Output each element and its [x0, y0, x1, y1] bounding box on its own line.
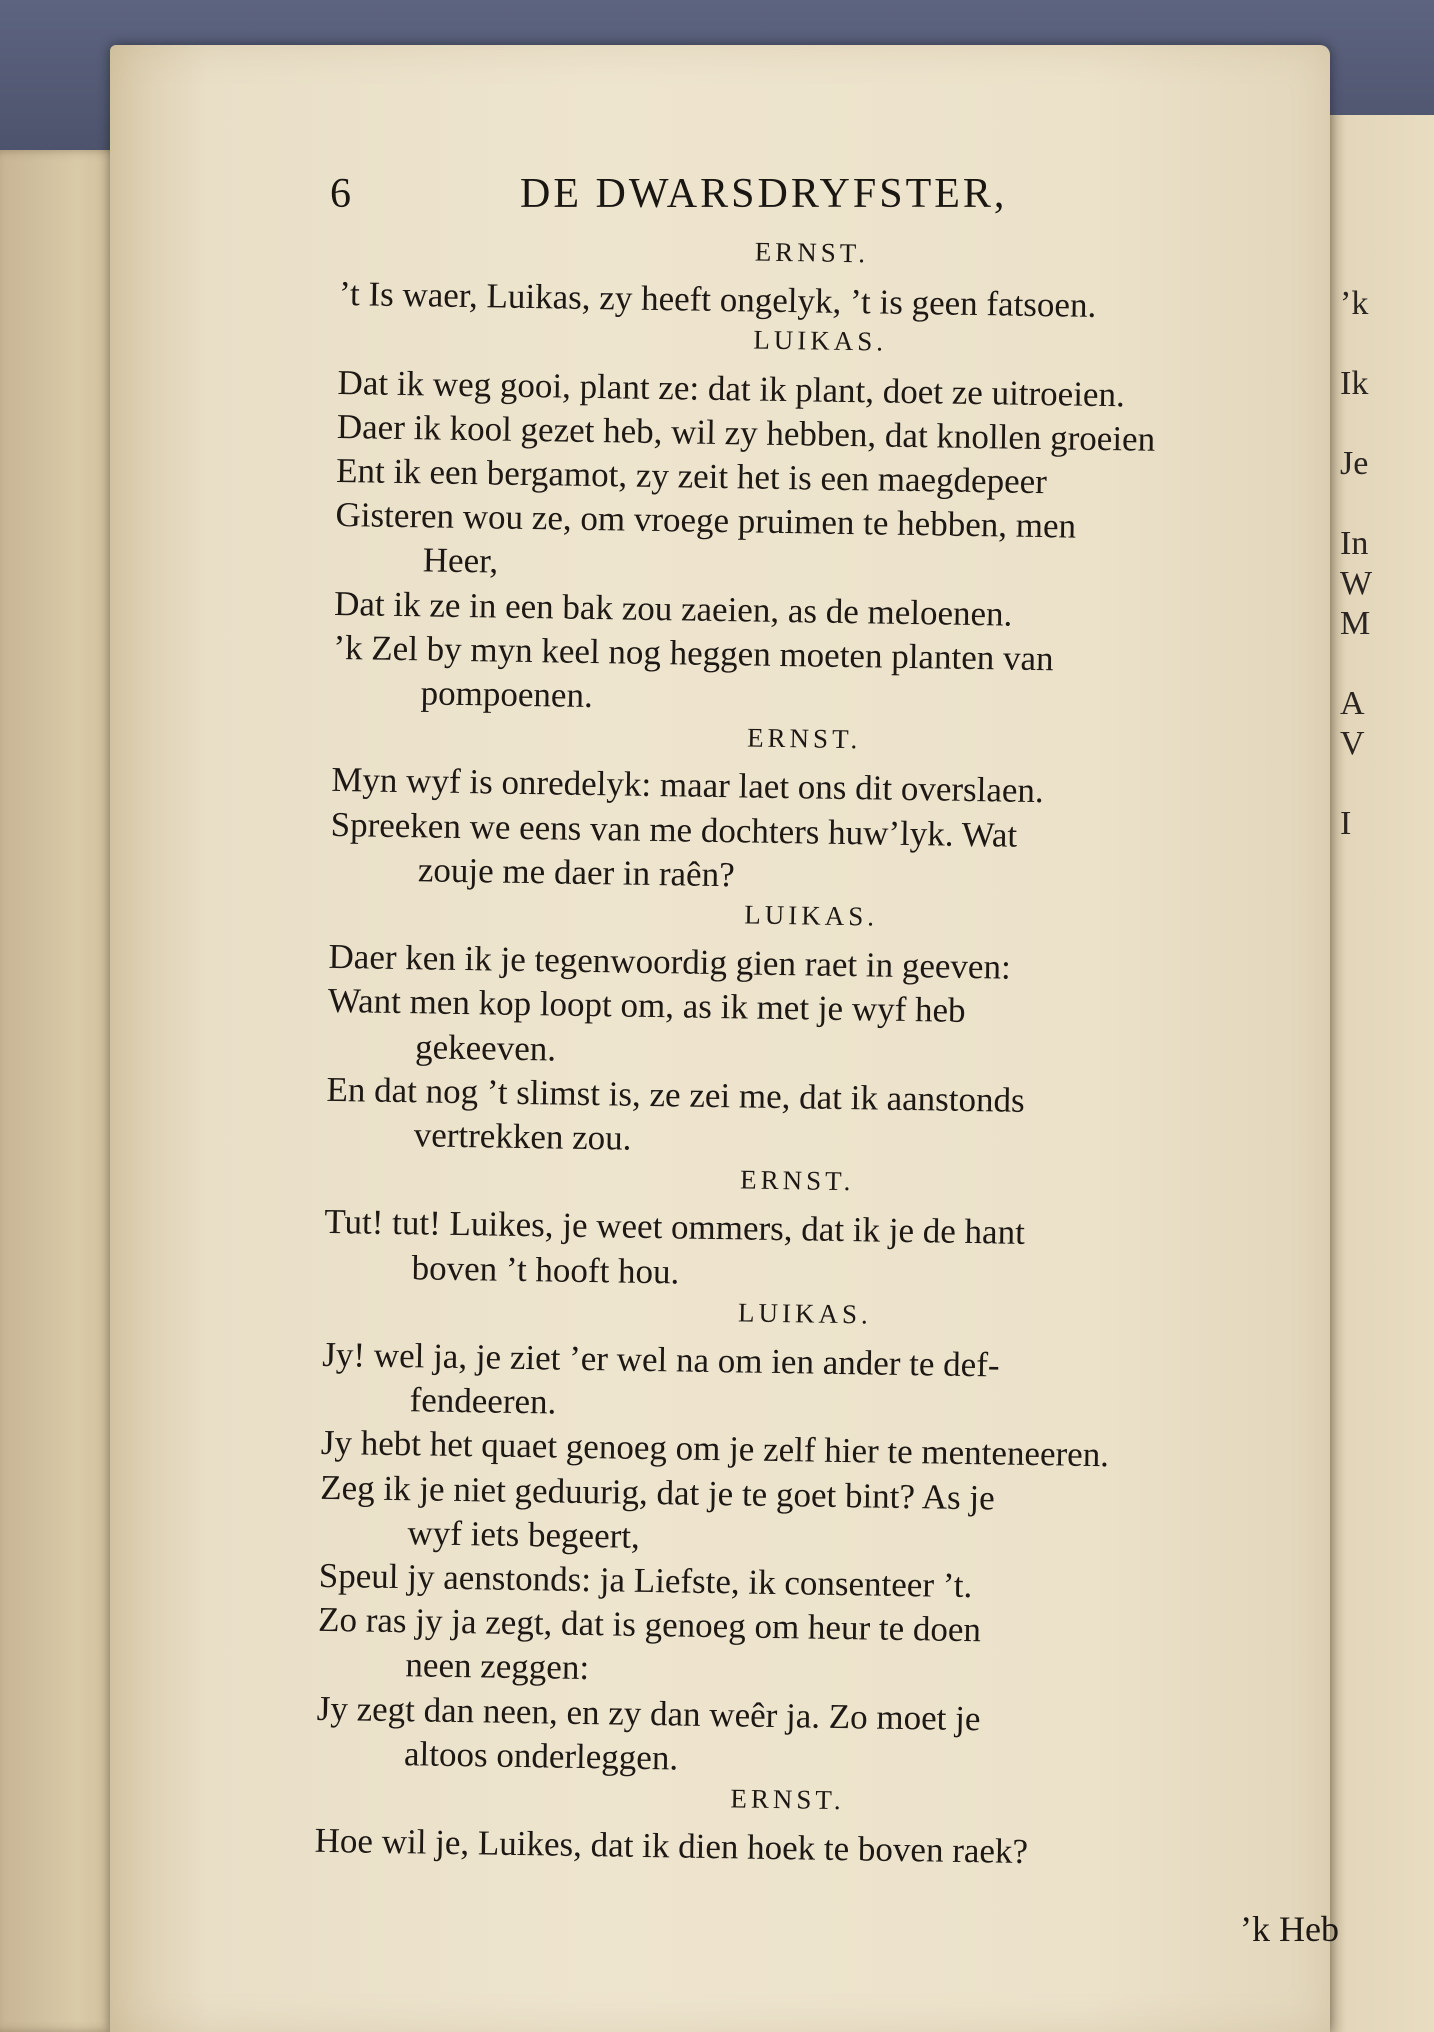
text-line: Dat ik weg gooi, plant ze: dat ik plant, doet ze uitroeien.	[337, 362, 1126, 414]
text-line: Dat ik ze in een bak zou zaeien, as de meloenen.	[333, 583, 1013, 634]
speaker-name: ERNST.	[746, 722, 862, 755]
facing-page-fragment: M	[1340, 605, 1371, 642]
text-line: Myn wyf is onredelyk: maar laet ons dit overslaen.	[331, 760, 1045, 811]
text-line: Want men kop loopt om, as ik met je wyf heb	[327, 981, 966, 1031]
text-line: Speul jy aenstonds: ja Liefste, ik consenteer ’t.	[318, 1555, 973, 1606]
text-line: Gisteren wou ze, om vroege pruimen te hebben, men	[335, 495, 1077, 546]
facing-page-fragment: A	[1340, 685, 1365, 722]
text-line: Heer,	[422, 540, 499, 581]
running-head: DE DWARSDRYFSTER,	[520, 171, 1008, 217]
facing-page-fragment: I	[1340, 805, 1352, 842]
text-line: Ent ik een bergamot, zy zeit het is een maegdepeer	[335, 450, 1048, 502]
text-line: Daer ik kool gezet heb, wil zy hebben, dat knollen groeien	[336, 406, 1156, 459]
speaker-name: LUIKAS.	[753, 324, 888, 357]
text-line: zouje me daer in raên?	[417, 850, 735, 895]
speaker-name: LUIKAS.	[737, 1297, 873, 1330]
text-line: neen zeggen:	[405, 1645, 590, 1688]
text-line: Zo ras jy ja zegt, dat is genoeg om heur te doen	[317, 1600, 982, 1650]
catchword: ’k Heb	[1240, 1909, 1339, 1949]
text-line: Hoe wil je, Luikes, dat ik dien hoek te boven raek?	[314, 1820, 1029, 1872]
speaker-name: ERNST.	[730, 1783, 845, 1816]
text-line: Zeg ik je niet geduurig, dat je te goet bint? As je	[319, 1467, 996, 1518]
text-line: vertrekken zou.	[413, 1115, 632, 1158]
text-line: boven ’t hooft hou.	[411, 1247, 680, 1292]
text-line: Jy! wel ja, je ziet ’er wel na om ien ander te def-	[322, 1334, 1000, 1385]
text-line: wyf iets begeert,	[407, 1513, 641, 1556]
text-line: altoos onderleggen.	[403, 1733, 679, 1778]
speaker-name: LUIKAS.	[744, 899, 879, 932]
text-line: Spreeken we eens van me dochters huw’lyk. Wat	[330, 804, 1018, 855]
speaker-name: ERNST.	[754, 236, 870, 269]
text-line: Jy zegt dan neen, en zy dan weêr ja. Zo moet je	[316, 1688, 981, 1738]
facing-page-fragment: Je	[1340, 445, 1369, 482]
facing-page	[1318, 115, 1434, 2032]
text-line: fendeeren.	[409, 1380, 557, 1422]
text-line: ’t Is waer, Luikas, zy heeft ongelyk, ’t is geen fatsoen.	[338, 274, 1097, 326]
text-line: Jy hebt het quaet genoeg om je zelf hier te menteneeren.	[320, 1423, 1110, 1475]
text-line: Tut! tut! Luikes, je weet ommers, dat ik je de hant	[324, 1202, 1026, 1253]
text-line: En dat nog ’t slimst is, ze zei me, dat ik aanstonds	[326, 1069, 1025, 1120]
text-line: gekeeven.	[414, 1026, 557, 1069]
page-number: 6	[330, 171, 351, 217]
text-line: pompoenen.	[420, 673, 594, 716]
facing-page-fragment: V	[1340, 725, 1365, 762]
text-line: Daer ken ik je tegenwoordig gien raet in geeven:	[328, 937, 1012, 987]
facing-page-fragment: Ik	[1340, 365, 1369, 402]
facing-page-fragment: In	[1340, 525, 1369, 562]
text-line: ’k Zel by myn keel nog heggen moeten planten van	[333, 627, 1054, 679]
facing-page-fragment: W	[1340, 565, 1373, 602]
facing-page-fragment: ’k	[1340, 285, 1369, 322]
speaker-name: ERNST.	[739, 1164, 855, 1197]
